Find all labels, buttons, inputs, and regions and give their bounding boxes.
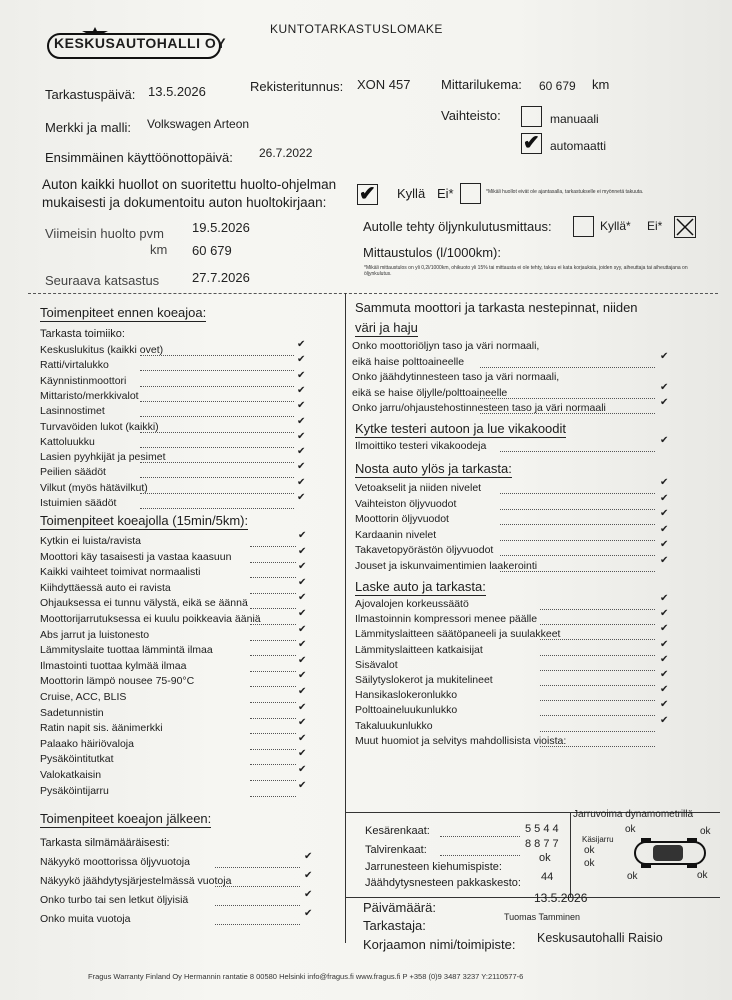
left-section1-leader — [140, 447, 294, 448]
right-section4-item: Sisävalot — [355, 658, 398, 671]
workshop-label: Korjaamon nimi/toimipiste: — [363, 937, 516, 952]
right-section1-item: Onko jäähdytinnesteen taso ja väri normaali, — [352, 371, 560, 383]
left-section1-checkmark: ✔ — [297, 415, 306, 427]
summer-tires-label: Kesärenkaat: — [365, 825, 430, 837]
left-section2-leader — [250, 562, 296, 563]
left-section1-checkmark: ✔ — [297, 476, 306, 488]
right-section1-checkmark: ✔ — [660, 397, 669, 408]
gearbox-label: Vaihteisto: — [441, 108, 501, 123]
inspection-date-value: 13.5.2026 — [148, 84, 206, 99]
column-divider — [345, 293, 346, 943]
left-section2-leader — [250, 624, 296, 625]
service-no-label: Ei* — [437, 186, 454, 201]
right-section2-title — [355, 421, 566, 436]
right-section3-checkmark: ✔ — [660, 523, 669, 535]
oil-no-label: Ei* — [647, 219, 663, 233]
right-section3-leader — [500, 493, 655, 494]
left-section1-leader — [140, 477, 294, 478]
oil-note: *Mikäli mittaustulos on yli 0,2l/1000km, ohikuoto yli 15% tai mittausta ei ole tehty, takuu ei kata korjauksia, joiden syy, aiheuttaja tai aiheuttajana on öljynkulutus. — [364, 265, 688, 277]
oil-result-label: Mittaustulos (l/1000km): — [363, 245, 501, 260]
date-value: 13.5.2026 — [534, 891, 588, 905]
gearbox-manual-label: manuaali — [550, 112, 599, 126]
service-no-checkbox[interactable] — [460, 183, 481, 204]
right-section4-leader — [540, 731, 655, 732]
right-section1-leader — [480, 367, 655, 368]
registration-value: XON 457 — [357, 77, 411, 92]
left-section2-item: Ratin napit sis. äänimerkki — [40, 722, 163, 735]
left-section2-checkmark: ✔ — [298, 576, 307, 588]
right-section3-leader — [500, 524, 655, 525]
logo-text: KESKUSAUTOHALLI OY — [54, 35, 227, 51]
left-section2-checkmark: ✔ — [298, 717, 307, 729]
cross-mark-icon — [675, 217, 695, 237]
right-section3-checkmark: ✔ — [660, 492, 669, 504]
left-section2-item: Valokatkaisin — [40, 769, 102, 781]
right-section4-item: Polttoaineluukunlukko — [355, 704, 458, 717]
right-section4-leader — [540, 624, 655, 625]
right-section4-item: Säilytyslokerot ja mukitelineet — [355, 674, 493, 686]
left-section2-item: Lämmityslaite tuottaa lämmintä ilmaa — [40, 644, 213, 657]
oil-question-label: Autolle tehty öljynkulutusmittaus: — [363, 219, 552, 234]
right-section4-leader — [540, 670, 655, 671]
dyno-rear-right-ok: ok — [697, 870, 708, 881]
left-section1-title-text: Toimenpiteet ennen koeajoa: — [40, 305, 207, 320]
right-section3-item: Moottorin öljyvuodot — [355, 513, 449, 525]
left-section3-checkmark: ✔ — [304, 870, 313, 881]
left-section1-leader — [140, 416, 294, 417]
right-section4-leader — [540, 609, 655, 610]
right-section4-leader — [540, 655, 655, 656]
winter-tires-label: Talvirenkaat: — [365, 844, 427, 856]
left-section3-leader — [215, 867, 300, 868]
dyno-divider — [570, 812, 571, 897]
last-service-km-value: 60 679 — [192, 243, 232, 258]
left-section1-item: Kattoluukku — [40, 435, 95, 448]
right-section4-checkmark: ✔ — [660, 669, 669, 680]
left-section3-checkmark: ✔ — [304, 889, 313, 900]
right-section2-item: Ilmoittiko testeri vikakoodeja — [355, 440, 487, 452]
right-section4-title — [355, 579, 486, 594]
date-label: Päivämäärä: — [363, 900, 436, 915]
left-section1-checkmark: ✔ — [297, 430, 306, 442]
left-section2-item: Ilmastointi tuottaa kylmää ilmaa — [40, 659, 187, 672]
right-section4-item: Hansikaslokeronlukko — [355, 689, 458, 702]
right-section3-checkmark: ✔ — [660, 554, 669, 566]
right-section1-item: Onko moottoriöljyn taso ja väri normaali, — [352, 340, 540, 352]
left-section2-checkmark: ✔ — [298, 670, 307, 682]
left-section2-item: Palaako häiriövaloja — [40, 737, 134, 750]
left-section2-leader — [250, 546, 296, 547]
left-section1-item: Ratti/virtalukko — [40, 359, 109, 372]
left-section1-checkmark: ✔ — [297, 492, 306, 503]
right-section4-leader — [540, 639, 655, 640]
right-section4-checkmark: ✔ — [660, 714, 669, 726]
right-section1-item: eikä se haise öljylle/polttoaineelle — [352, 386, 508, 399]
oil-yes-checkbox[interactable] — [573, 216, 594, 237]
left-section1-checkmark: ✔ — [297, 354, 306, 366]
left-section2-checkmark: ✔ — [298, 764, 307, 775]
left-section2-checkmark: ✔ — [298, 686, 307, 697]
left-section1-title — [40, 305, 206, 320]
left-section2-item: Ohjauksessa ei tunnu välystä, eikä se äännä — [40, 597, 248, 610]
right-section3-item: Jouset ja iskunvaimentimien laakerointi — [355, 559, 538, 572]
right-section3-leader — [500, 509, 655, 510]
form-title: KUNTOTARKASTUSLOMAKE — [270, 22, 443, 36]
left-section1-item: Käynnistinmoottori — [40, 374, 127, 387]
coolant-label: Jäähdytysnesteen pakkaskesto: — [365, 877, 521, 889]
left-section1-checkmark: ✔ — [297, 400, 306, 412]
left-section2-leader — [250, 608, 296, 609]
dyno-front-right-ok: ok — [700, 826, 711, 837]
right-section1-checkmark: ✔ — [660, 381, 669, 393]
left-section2-item: Sadetunnistin — [40, 706, 104, 719]
dyno-rear-left-ok: ok — [627, 871, 638, 882]
oil-no-checkbox[interactable] — [674, 216, 696, 238]
right-section1-title-line2-text: väri ja haju — [355, 320, 418, 335]
right-section2-checkmark: ✔ — [660, 435, 669, 446]
left-section1-leader — [140, 386, 294, 387]
left-section3-item: Onko turbo tai sen letkut öljyisiä — [40, 894, 189, 906]
left-section2-leader — [250, 764, 296, 765]
left-section2-leader — [250, 671, 296, 672]
mileage-unit: km — [592, 77, 610, 92]
left-section2-title — [40, 513, 248, 528]
right-section3-leader — [500, 555, 655, 556]
left-section3-item: Näkyykö moottorissa öljyvuotoja — [40, 856, 190, 868]
left-section2-checkmark: ✔ — [298, 654, 307, 666]
left-section1-checkmark: ✔ — [297, 384, 306, 396]
left-section3-title-text: Toimenpiteet koeajon jälkeen: — [40, 811, 212, 826]
right-section3-checkmark: ✔ — [660, 508, 669, 519]
left-section1-leader — [140, 401, 294, 402]
right-section1-item: eikä haise polttoaineelle — [352, 355, 465, 368]
service-note: *Mikäli huollot eivät ole ajantasalla, tarkastukselle ei myönnetä takuuta. — [486, 189, 644, 195]
first-reg-label: Ensimmäinen käyttöönottopäivä: — [45, 150, 233, 165]
car-top-view-icon — [631, 836, 711, 870]
winter-tires-value: 8 8 7 7 — [525, 838, 559, 850]
service-question-line2: mukaisesti ja dokumentoitu auton huoltokirjaan: — [42, 195, 327, 210]
left-section2-checkmark: ✔ — [298, 748, 307, 760]
left-section1-leader — [140, 493, 294, 494]
gearbox-auto-checkmark: ✔ — [523, 132, 540, 154]
right-section4-checkmark: ✔ — [660, 699, 669, 711]
workshop-value: Keskusautohalli Raisio — [537, 931, 663, 945]
gearbox-auto-label: automaatti — [550, 139, 607, 153]
left-section2-checkmark: ✔ — [298, 545, 307, 557]
left-section2-item: Moottorijarrutuksessa ei kuulu poikkeavia ääniä — [40, 613, 261, 625]
right-section4-checkmark: ✔ — [660, 593, 669, 604]
right-section3-item: Kardaanin nivelet — [355, 528, 437, 541]
left-section2-leader — [250, 686, 296, 687]
left-section2-leader — [250, 640, 296, 641]
right-section3-item: Vetoakselit ja niiden nivelet — [355, 482, 482, 494]
right-section3-item: Takavetopyörästön öljyvuodot — [355, 544, 494, 556]
left-section1-checkmark: ✔ — [297, 446, 306, 458]
left-section1-leader — [140, 462, 294, 463]
right-section1-title-line1: Sammuta moottori ja tarkasta nestepinnat, niiden — [355, 300, 638, 315]
left-section2-title-text: Toimenpiteet koeajolla (15min/5km): — [40, 513, 249, 528]
inspection-date-label: Tarkastuspäivä: — [45, 87, 136, 102]
left-section2-checkmark: ✔ — [298, 779, 307, 791]
next-inspection-label: Seuraava katsastus — [45, 273, 160, 288]
handbrake-label: Käsijarru — [582, 835, 614, 844]
left-section1-leader — [140, 355, 294, 356]
right-section4-item: Ilmastoinnin kompressori menee päälle — [355, 613, 538, 626]
right-section4-title-text: Laske auto ja tarkasta: — [355, 579, 486, 594]
left-section3-leader — [215, 905, 300, 906]
coolant-value: 44 — [541, 871, 554, 883]
last-service-date: 19.5.2026 — [192, 220, 250, 235]
left-section2-checkmark: ✔ — [298, 592, 307, 604]
right-section2-title-text: Kytke testeri autoon ja lue vikakoodit — [355, 421, 567, 436]
left-section1-item: Vilkut (myös hätävilkut) — [40, 481, 148, 494]
left-section2-item: Kytkin ei luista/ravista — [40, 535, 141, 547]
inspector-label: Tarkastaja: — [363, 918, 426, 933]
left-section1-item: Turvavöiden lukot (kaikki) — [40, 420, 159, 433]
left-section1-leader — [140, 370, 294, 371]
left-section1-checkmark: ✔ — [297, 369, 306, 381]
left-section2-item: Kiihdyttäessä auto ei ravista — [40, 581, 171, 594]
left-section1-leader — [140, 432, 294, 433]
right-section2-leader — [500, 451, 655, 452]
left-section2-checkmark: ✔ — [298, 623, 307, 635]
left-section2-leader — [250, 593, 296, 594]
right-section4-item: Takaluukunlukko — [355, 719, 433, 732]
last-service-label: Viimeisin huolto pvm — [45, 226, 164, 241]
left-section3-leader — [215, 924, 300, 925]
service-yes-checkmark: ✔ — [359, 183, 376, 205]
right-section4-checkmark: ✔ — [660, 623, 669, 635]
left-section1-checkmark: ✔ — [297, 339, 306, 350]
right-section4-item: Lämmityslaitteen säätöpaneeli ja suulakkeet — [355, 628, 561, 641]
left-section1-item: Lasien pyyhkijät ja pesimet — [40, 451, 166, 464]
make-label: Merkki ja malli: — [45, 120, 131, 135]
right-section4-leader — [540, 700, 655, 701]
left-section2-item: Pysäköintitutkat — [40, 753, 114, 766]
bottom-right-mid-line — [345, 897, 720, 898]
right-section4-leader — [540, 685, 655, 686]
left-section3-checkmark: ✔ — [304, 908, 313, 919]
left-section2-item: Abs jarrut ja luistonesto — [40, 628, 150, 641]
right-section4-checkmark: ✔ — [660, 608, 669, 620]
left-section1-item: Peilien säädöt — [40, 466, 106, 479]
left-section2-checkmark: ✔ — [298, 608, 307, 619]
left-section2-checkmark: ✔ — [298, 530, 307, 541]
left-section3-title — [40, 811, 211, 826]
right-section3-leader — [500, 540, 655, 541]
gearbox-manual-checkbox[interactable] — [521, 106, 542, 127]
summer-tires-value: 5 5 4 4 — [525, 823, 559, 835]
left-section1-item: Istuimien säädöt — [40, 497, 117, 509]
left-section2-checkmark: ✔ — [298, 639, 307, 651]
right-section1-checkmark: ✔ — [660, 350, 669, 362]
left-section2-item: Cruise, ACC, BLIS — [40, 691, 127, 703]
right-section4-leader — [540, 746, 655, 747]
brake-fluid-value: ok — [539, 852, 551, 864]
left-section3-subtitle: Tarkasta silmämääräisesti: — [40, 837, 170, 849]
left-section2-leader — [250, 577, 296, 578]
dyno-title: Jarruvoima dynamometrillä — [573, 809, 694, 820]
left-section2-item: Moottorin lämpö nousee 75-90°C — [40, 675, 195, 688]
right-section4-checkmark: ✔ — [660, 653, 669, 665]
mileage-value: 60 679 — [539, 79, 576, 93]
section-divider-top — [28, 293, 718, 294]
winter-tires-leader — [440, 855, 520, 856]
left-section2-item: Pysäköintijarru — [40, 784, 109, 797]
right-section1-title-line2 — [355, 320, 418, 335]
make-value: Volkswagen Arteon — [147, 117, 250, 131]
footer-text: Fragus Warranty Finland Oy Hermannin rantatie 8 00580 Helsinki info@fragus.fi www.fragus.fi P +358 (0)9 3487 3237 Y:2110577-6 — [88, 972, 524, 981]
last-service-km-label: km — [150, 242, 168, 257]
handbrake-left-ok: ok — [584, 845, 595, 856]
left-section3-item: Näkyykö jäähdytysjärjestelmässä vuotoja — [40, 875, 232, 887]
left-section2-leader — [250, 655, 296, 656]
right-section4-leader — [540, 715, 655, 716]
service-yes-label: Kyllä — [397, 186, 426, 201]
left-section2-leader — [250, 718, 296, 719]
right-section3-title-text: Nosta auto ylös ja tarkasta: — [355, 461, 512, 476]
left-section2-item: Kaikki vaihteet toimivat normaalisti — [40, 566, 201, 579]
mileage-label: Mittarilukema: — [441, 77, 522, 92]
left-section1-checkmark: ✔ — [297, 461, 306, 473]
summer-tires-leader — [440, 836, 520, 837]
left-section2-checkmark: ✔ — [298, 732, 307, 744]
left-section2-item: Moottori käy tasaisesti ja vastaa kaasuun — [40, 550, 232, 563]
right-section4-checkmark: ✔ — [660, 638, 669, 650]
left-section1-item: Keskuslukitus (kaikki ovet) — [40, 344, 164, 356]
right-section3-checkmark: ✔ — [660, 477, 669, 488]
handbrake-right-ok: ok — [584, 858, 595, 869]
right-section3-leader — [500, 571, 655, 572]
right-section4-item: Ajovalojen korkeussäätö — [355, 598, 469, 610]
left-section1-subtitle: Tarkasta toimiiko: — [40, 328, 125, 340]
right-section3-title — [355, 461, 512, 476]
dyno-front-left-ok: ok — [625, 824, 636, 835]
right-section3-item: Vaihteiston öljyvuodot — [355, 497, 457, 510]
brake-fluid-label: Jarrunesteen kiehumispiste: — [365, 861, 502, 873]
right-section4-item: Muut huomiot ja selvitys mahdollisista vioista: — [355, 734, 567, 747]
next-inspection-date: 27.7.2026 — [192, 270, 250, 285]
left-section2-leader — [250, 749, 296, 750]
oil-yes-label: Kyllä* — [600, 219, 631, 233]
right-section1-item: Onko jarru/ohjaustehostinnesteen taso ja väri normaali — [352, 402, 606, 414]
right-section3-checkmark: ✔ — [660, 539, 669, 550]
registration-label: Rekisteritunnus: — [250, 79, 344, 94]
left-section2-checkmark: ✔ — [298, 701, 307, 713]
inspector-value: Tuomas Tamminen — [504, 912, 581, 922]
service-question-line1: Auton kaikki huollot on suoritettu huolto-ohjelman — [42, 177, 337, 192]
left-section2-leader — [250, 796, 296, 797]
right-section1-leader — [480, 413, 655, 414]
right-section4-checkmark: ✔ — [660, 684, 669, 696]
first-reg-value: 26.7.2022 — [259, 146, 313, 160]
left-section3-checkmark: ✔ — [304, 851, 313, 862]
left-section3-leader — [215, 886, 300, 887]
right-section4-item: Lämmityslaitteen katkaisijat — [355, 643, 483, 656]
left-section2-leader — [250, 780, 296, 781]
left-section1-item: Mittaristo/merkkivalot — [40, 389, 139, 402]
right-section1-leader — [480, 398, 655, 399]
left-section1-leader — [140, 508, 294, 509]
left-section3-item: Onko muita vuotoja — [40, 913, 131, 925]
left-section2-leader — [250, 733, 296, 734]
left-section2-checkmark: ✔ — [298, 561, 307, 573]
left-section1-item: Lasinnostimet — [40, 405, 105, 418]
left-section2-leader — [250, 702, 296, 703]
